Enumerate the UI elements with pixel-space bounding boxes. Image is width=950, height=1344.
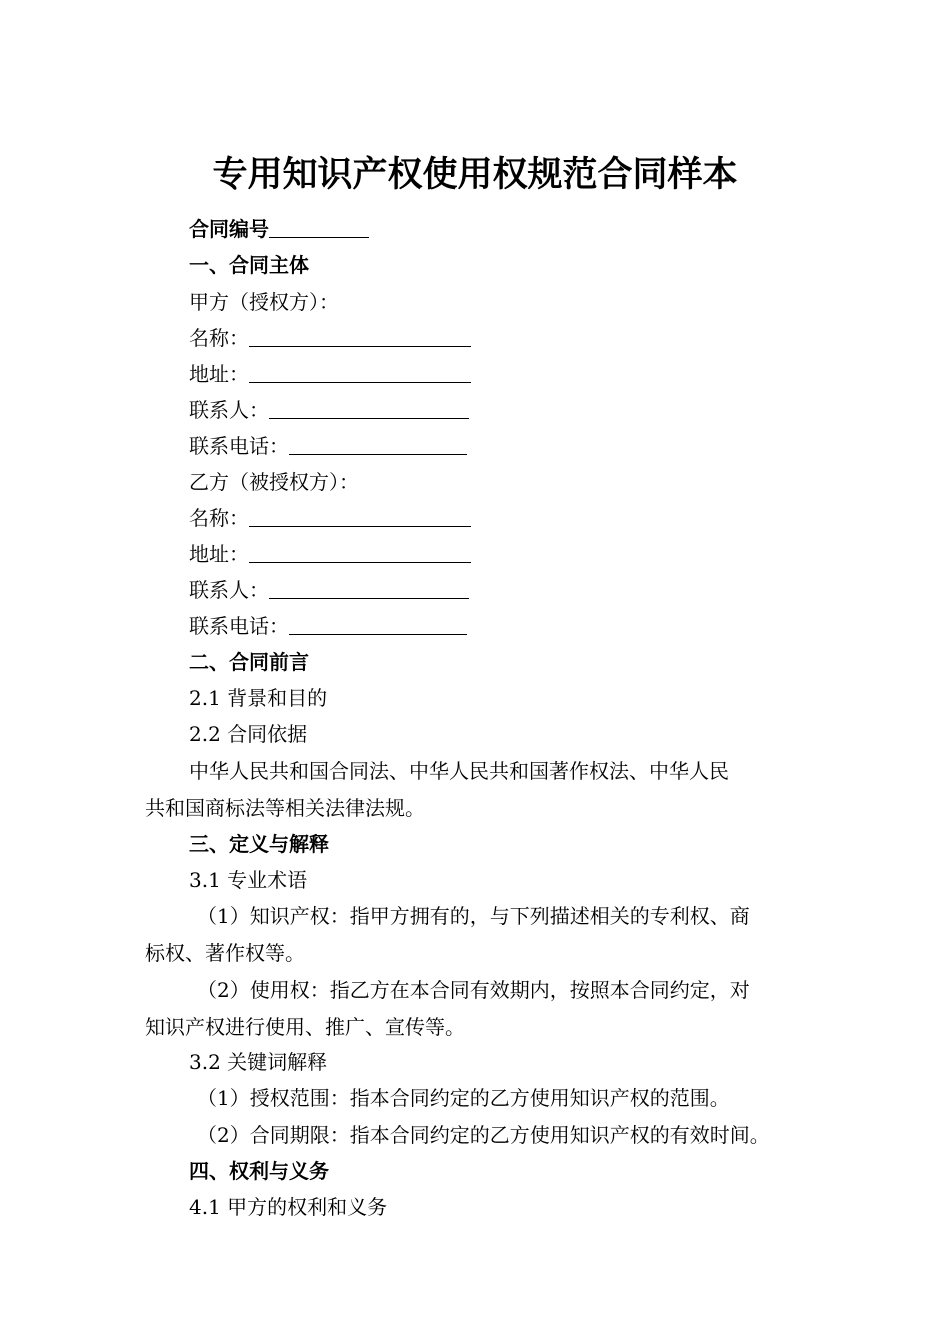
party-b-address-label: 地址： [189, 542, 249, 566]
contract-number-blank [269, 217, 369, 238]
clause-4-1: 4.1 甲方的权利和义务 [189, 1195, 388, 1219]
party-a-name-field [189, 324, 471, 352]
basis-text-line-1: 中华人民共和国合同法、中华人民共和国著作权法、中华人民 [189, 759, 729, 783]
party-a-address-field [189, 360, 471, 388]
clause-2-1: 2.1 背景和目的 [189, 686, 328, 710]
keyword-2: （2）合同期限：指本合同约定的乙方使用知识产权的有效时间。 [197, 1123, 770, 1147]
keyword-1: （1）授权范围：指本合同约定的乙方使用知识产权的范围。 [197, 1086, 730, 1110]
section-heading-1: 一、合同主体 [189, 253, 309, 277]
contract-number-field [189, 215, 369, 243]
party-b-name-label: 名称： [189, 506, 249, 530]
party-a-phone-blank [289, 434, 467, 455]
party-b-phone-field [189, 612, 467, 640]
party-b-phone-label: 联系电话： [189, 614, 289, 638]
contract-number-label: 合同编号 [189, 217, 269, 241]
clause-3-1: 3.1 专业术语 [189, 868, 308, 892]
party-a-address-label: 地址： [189, 362, 249, 386]
party-a-contact-field [189, 396, 469, 424]
party-b-contact-label: 联系人： [189, 578, 269, 602]
clause-2-2: 2.2 合同依据 [189, 722, 308, 746]
party-b-contact-field [189, 576, 469, 604]
party-a-phone-field [189, 432, 467, 460]
clause-3-2: 3.2 关键词解释 [189, 1050, 328, 1074]
party-b-contact-blank [269, 578, 469, 599]
definition-1-line-1: （1）知识产权：指甲方拥有的，与下列描述相关的专利权、商 [197, 904, 750, 928]
definition-2-line-1: （2）使用权：指乙方在本合同有效期内，按照本合同约定，对 [197, 978, 750, 1002]
party-b-name-blank [249, 506, 471, 527]
section-heading-3: 三、定义与解释 [189, 832, 329, 856]
page-title: 专用知识产权使用权规范合同样本 [212, 155, 738, 195]
party-a-contact-blank [269, 398, 469, 419]
section-heading-2: 二、合同前言 [189, 650, 309, 674]
party-a-phone-label: 联系电话： [189, 434, 289, 458]
party-a-heading: 甲方（授权方）： [189, 290, 339, 314]
party-b-name-field [189, 504, 471, 532]
party-b-heading: 乙方（被授权方）： [189, 470, 359, 494]
party-b-phone-blank [289, 614, 467, 635]
basis-text-line-2: 共和国商标法等相关法律法规。 [145, 796, 425, 820]
party-b-address-blank [249, 542, 471, 563]
party-a-contact-label: 联系人： [189, 398, 269, 422]
party-a-name-blank [249, 326, 471, 347]
party-a-address-blank [249, 362, 471, 383]
party-a-name-label: 名称： [189, 326, 249, 350]
section-heading-4: 四、权利与义务 [189, 1159, 329, 1183]
definition-1-line-2: 标权、著作权等。 [145, 941, 305, 965]
definition-2-line-2: 知识产权进行使用、推广、宣传等。 [145, 1015, 465, 1039]
party-b-address-field [189, 540, 471, 568]
